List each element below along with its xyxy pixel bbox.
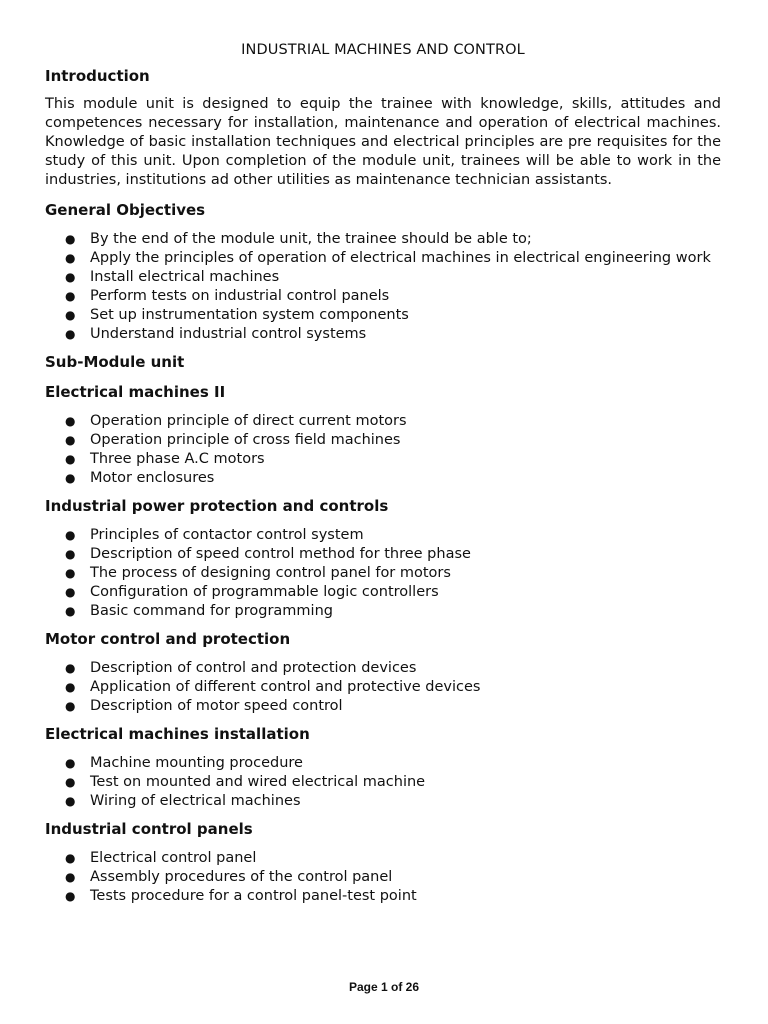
bullet-icon: ● — [65, 680, 76, 694]
section-electrical-machines-ii — [45, 382, 721, 488]
bullet-icon: ● — [65, 270, 76, 284]
list-item: ● Perform tests on industrial control panels — [65, 288, 390, 304]
bullet-icon: ● — [65, 870, 76, 884]
section-heading: Industrial power protection and controls — [45, 497, 389, 515]
list-item: ● Description of motor speed control — [65, 698, 343, 714]
section-list — [45, 754, 721, 811]
section-heading: Electrical machines II — [45, 383, 226, 401]
bullet-icon: ● — [65, 661, 76, 675]
section-heading: Electrical machines installation — [45, 725, 310, 743]
bullet-icon: ● — [65, 794, 76, 808]
list-item: ● Operation principle of cross field machines — [65, 432, 401, 448]
list-item: ● Tests procedure for a control panel-test point — [65, 888, 417, 904]
list-item: ● Configuration of programmable logic controllers — [65, 584, 439, 600]
bullet-icon: ● — [65, 232, 76, 246]
section-industrial-power-protection — [45, 496, 721, 621]
bullet-icon: ● — [65, 251, 76, 265]
document-page — [45, 40, 721, 914]
bullet-icon: ● — [65, 889, 76, 903]
section-electrical-machines-installation — [45, 724, 721, 811]
list-item: ● Set up instrumentation system components — [65, 307, 409, 323]
page-current: 1 — [380, 980, 388, 994]
section-industrial-control-panels — [45, 819, 721, 906]
page-mid: of — [387, 980, 406, 994]
general-objectives-heading: General Objectives — [45, 201, 206, 219]
bullet-icon: ● — [65, 756, 76, 770]
introduction-heading: Introduction — [45, 67, 150, 85]
section-heading: Motor control and protection — [45, 630, 291, 648]
list-item: ● Application of different control and protective devices — [65, 679, 481, 695]
list-item: ● Assembly procedures of the control panel — [65, 869, 393, 885]
list-item: ● Three phase A.C motors — [65, 451, 265, 467]
bullet-icon: ● — [65, 289, 76, 303]
bullet-icon: ● — [65, 699, 76, 713]
general-objectives-list — [45, 230, 721, 344]
list-item: ● Description of speed control method for three phase — [65, 546, 471, 562]
list-item: ● Principles of contactor control system — [65, 527, 364, 543]
list-item: ● Motor enclosures — [65, 470, 215, 486]
section-list — [45, 849, 721, 906]
list-item: ● Operation principle of direct current motors — [65, 413, 407, 429]
list-item: ● Basic command for programming — [65, 603, 333, 619]
bullet-icon: ● — [65, 414, 76, 428]
bullet-icon: ● — [65, 471, 76, 485]
bullet-icon: ● — [65, 528, 76, 542]
section-motor-control-protection — [45, 629, 721, 716]
list-item: ● Apply the principles of operation of electrical machines in electrical engineering work — [65, 250, 711, 266]
document-title: INDUSTRIAL MACHINES AND CONTROL — [241, 42, 525, 58]
bullet-icon: ● — [65, 433, 76, 447]
list-item: ● Machine mounting procedure — [65, 755, 303, 771]
bullet-icon: ● — [65, 452, 76, 466]
section-list — [45, 659, 721, 716]
list-item: ● Description of control and protection devices — [65, 660, 417, 676]
page-footer — [0, 980, 768, 994]
list-item: ● Test on mounted and wired electrical machine — [65, 774, 426, 790]
bullet-icon: ● — [65, 851, 76, 865]
section-heading: Industrial control panels — [45, 820, 253, 838]
list-item: ● Wiring of electrical machines — [65, 793, 301, 809]
bullet-icon: ● — [65, 585, 76, 599]
introduction-paragraph: This module unit is designed to equip the trainee with knowledge, skills, attitudes and competences necessary for installation, maintenance and operation of electrical machines. Knowledge of basic installation techniques and electrical principles are pre requisites for the study of this unit. Upon completion of the module unit, trainees will be able to work in the industries, institutions ad other utilities as maintenance technician assistants. — [45, 96, 721, 188]
list-item: ● Electrical control panel — [65, 850, 257, 866]
bullet-icon: ● — [65, 308, 76, 322]
page-total: 26 — [405, 980, 420, 994]
page-prefix: Page — [348, 980, 381, 994]
list-item: ● Understand industrial control systems — [65, 326, 367, 342]
list-item: ● Install electrical machines — [65, 269, 280, 285]
bullet-icon: ● — [65, 775, 76, 789]
list-item: ● By the end of the module unit, the trainee should be able to; — [65, 231, 532, 247]
section-list — [45, 412, 721, 488]
sub-module-heading: Sub-Module unit — [45, 353, 185, 371]
bullet-icon: ● — [65, 604, 76, 618]
list-item: ● The process of designing control panel for motors — [65, 565, 451, 581]
bullet-icon: ● — [65, 566, 76, 580]
bullet-icon: ● — [65, 327, 76, 341]
bullet-icon: ● — [65, 547, 76, 561]
section-list — [45, 526, 721, 621]
